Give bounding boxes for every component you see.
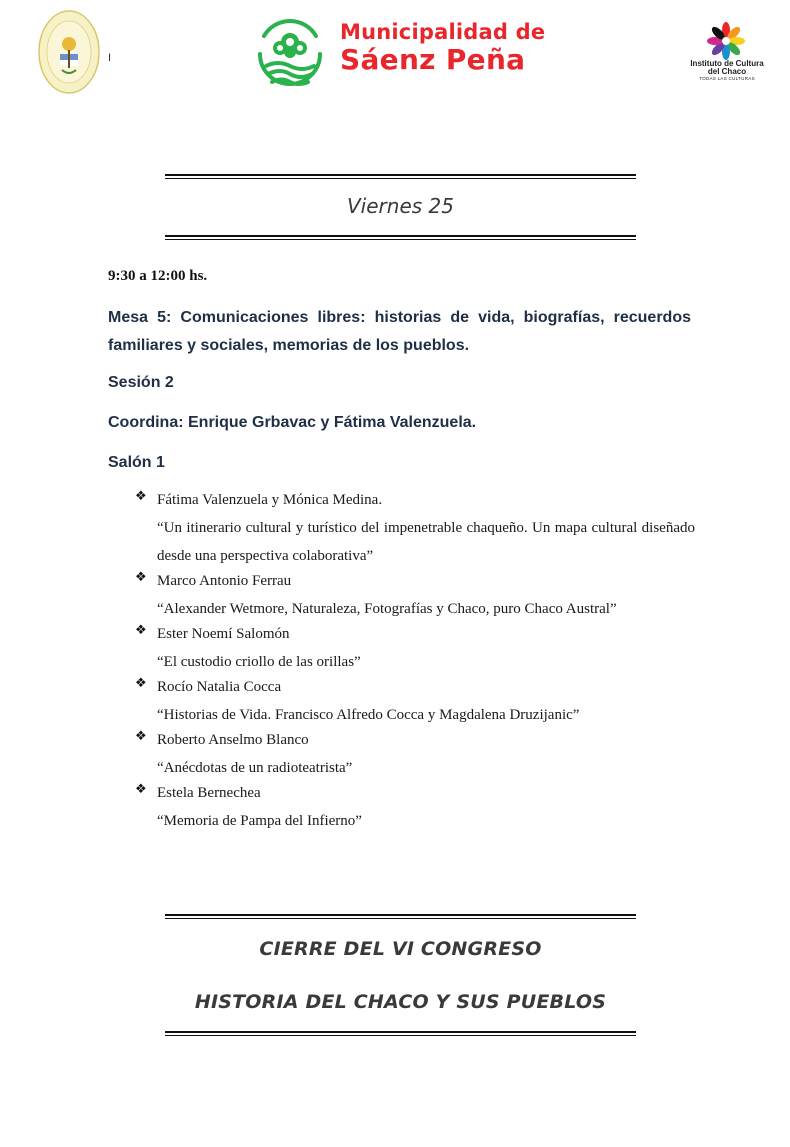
talk-title: “Historias de Vida. Francisco Alfredo Cocca y Magdalena Druzijanic” bbox=[157, 707, 580, 723]
diamond-bullet-icon: ❖ bbox=[135, 676, 147, 691]
talk-author: Rocío Natalia Cocca bbox=[157, 679, 282, 695]
municipalidad-line2: Sáenz Peña bbox=[340, 43, 526, 76]
talk-author: Estela Bernechea bbox=[157, 785, 261, 801]
talk-title: “El custodio criollo de las orillas” bbox=[157, 654, 361, 670]
talks-list bbox=[135, 490, 695, 836]
list-item bbox=[135, 567, 695, 623]
top-double-rule bbox=[165, 174, 636, 179]
diamond-bullet-icon: ❖ bbox=[135, 570, 147, 585]
talk-title: “Un itinerario cultural y turístico del impenetrable chaqueño. Un mapa cultural diseñado desde una perspectiva colaborativa” bbox=[157, 520, 695, 564]
diamond-bullet-icon: ❖ bbox=[135, 782, 147, 797]
junta-historia-seal-logo bbox=[38, 10, 100, 94]
day-title: Viernes 25 bbox=[347, 194, 454, 218]
list-item bbox=[135, 779, 695, 835]
mesa-title-line2: familiares y sociales, memorias de los pueblos. bbox=[108, 337, 470, 354]
municipalidad-emblem-logo bbox=[250, 14, 330, 94]
list-item bbox=[135, 486, 695, 570]
talk-title: “Anécdotas de un radioteatrista” bbox=[157, 760, 353, 776]
diamond-bullet-icon: ❖ bbox=[135, 489, 147, 504]
talk-author: Marco Antonio Ferrau bbox=[157, 573, 292, 589]
list-item bbox=[135, 673, 695, 729]
talk-author: Ester Noemí Salomón bbox=[157, 626, 290, 642]
closing-double-rule-top bbox=[165, 914, 636, 919]
mesa-title bbox=[108, 304, 691, 360]
closing-double-rule-bottom bbox=[165, 1031, 636, 1036]
header-mark: I bbox=[108, 52, 112, 64]
cultura-line2: del Chaco bbox=[707, 67, 747, 76]
closing-line2: HISTORIA DEL CHACO Y SUS PUEBLOS bbox=[194, 991, 607, 1013]
room-name: Salón 1 bbox=[108, 454, 165, 471]
cultura-tagline: TODAS LAS CULTURAS bbox=[699, 76, 755, 81]
talk-author: Fátima Valenzuela y Mónica Medina. bbox=[157, 492, 383, 508]
list-item bbox=[135, 620, 695, 676]
cultura-line1: Instituto de Cultura bbox=[690, 59, 764, 68]
closing-line1: CIERRE DEL VI CONGRESO bbox=[259, 938, 542, 960]
instituto-cultura-flower-logo bbox=[707, 22, 745, 60]
mesa-title-line1: Mesa 5: Comunicaciones libres: historias de vida, biografías, recuerdos bbox=[108, 309, 691, 326]
coordinators: Coordina: Enrique Grbavac y Fátima Valenzuela. bbox=[108, 414, 477, 431]
talk-title: “Alexander Wetmore, Naturaleza, Fotografías y Chaco, puro Chaco Austral” bbox=[157, 601, 617, 617]
talk-title: “Memoria de Pampa del Infierno” bbox=[157, 813, 362, 829]
instituto-cultura-wordmark bbox=[686, 60, 768, 82]
municipalidad-line1: Municipalidad de bbox=[340, 20, 546, 44]
session-time: 9:30 a 12:00 hs. bbox=[108, 268, 208, 284]
list-item bbox=[135, 726, 695, 782]
diamond-bullet-icon: ❖ bbox=[135, 729, 147, 744]
session-number: Sesión 2 bbox=[108, 374, 174, 391]
diamond-bullet-icon: ❖ bbox=[135, 623, 147, 638]
municipalidad-wordmark bbox=[340, 22, 545, 74]
talk-author: Roberto Anselmo Blanco bbox=[157, 732, 309, 748]
day-double-rule-bottom bbox=[165, 235, 636, 240]
